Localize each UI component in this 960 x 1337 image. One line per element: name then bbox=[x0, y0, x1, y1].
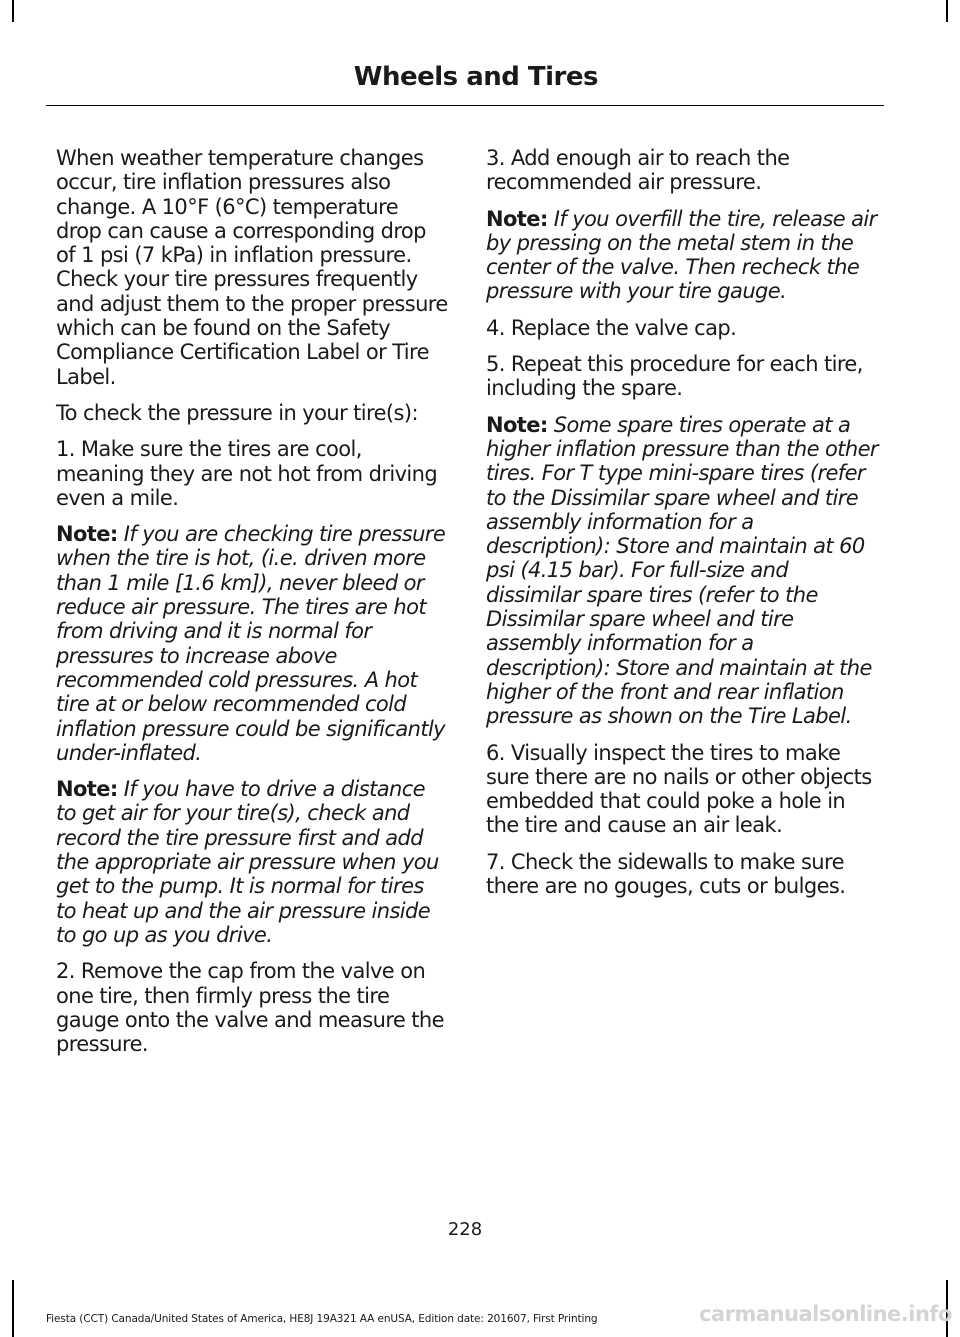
crop-mark bbox=[12, 0, 14, 22]
page-number: 228 bbox=[447, 1219, 483, 1240]
body-paragraph: 7. Check the sidewalls to make sure there are no gouges, cuts or bulges. bbox=[486, 849, 846, 899]
header-divider bbox=[46, 105, 884, 106]
note-text: Some spare tires operate at a higher inflation pressure than the other tires. For T type mini-spare tires (refer to the Dissimilar spare wheel and tire assembly information for a description): Store and maintain at 60 psi (4.15 bar). For full-size and dissimilar spare tires (refer to the Dissimilar spare wheel and tire assembly information for a description): Store and maintain at the higher of the front and rear inflation pressure as shown on the Tire Label. bbox=[486, 412, 878, 729]
crop-mark bbox=[12, 1280, 14, 1337]
note-label: Note: bbox=[486, 412, 548, 437]
right-column bbox=[486, 146, 878, 910]
note-paragraph bbox=[56, 777, 448, 947]
body-paragraph: When weather temperature changes occur, tire inflation pressures also change. A 10°F (6°C) temperature drop can cause a corresponding drop of 1 psi (7 kPa) in inflation pressure. Check your tire pressures frequently and adjust them to the proper pressure which can be found on the Safety Compliance Certification Label or Tire Label. bbox=[56, 146, 448, 389]
note-label: Note: bbox=[486, 206, 548, 231]
body-paragraph: 6. Visually inspect the tires to make sure there are no nails or other objects embedded that could poke a hole in the tire and cause an air leak. bbox=[486, 740, 872, 838]
watermark[interactable]: carmanualsonline.info bbox=[699, 1302, 952, 1326]
body-paragraph: 1. Make sure the tires are cool, meaning they are not hot from driving even a mile. bbox=[56, 437, 438, 510]
note-paragraph bbox=[486, 207, 878, 304]
page-title: Wheels and Tires bbox=[353, 62, 598, 92]
note-text: If you overfill the tire, release air by pressing on the metal stem in the center of the valve. Then recheck the pressure with your tire gauge. bbox=[486, 206, 877, 304]
note-paragraph bbox=[56, 522, 448, 765]
note-label: Note: bbox=[56, 777, 118, 802]
note-label: Note: bbox=[56, 522, 118, 547]
footer-text: Fiesta (CCT) Canada/United States of America, HE8J 19A321 AA enUSA, Edition date: 201607, First Printing bbox=[46, 1313, 598, 1325]
note-text: If you have to drive a distance to get air for your tire(s), check and record the tire pressure first and add the appropriate air pressure when you get to the pump. It is normal for tires to heat up and the air pressure inside to go up as you drive. bbox=[56, 777, 439, 947]
body-paragraph: 4. Replace the valve cap. bbox=[486, 315, 737, 340]
note-paragraph bbox=[486, 413, 878, 729]
body-paragraph: 2. Remove the cap from the valve on one tire, then firmly press the tire gauge onto the valve and measure the pressure. bbox=[56, 959, 444, 1057]
body-paragraph: To check the pressure in your tire(s): bbox=[56, 400, 418, 425]
note-text: If you are checking tire pressure when the tire is hot, (i.e. driven more than 1 mile [1.6 km]), never bleed or reduce air pressure. The tires are hot from driving and it is normal for pressures to increase above recommended cold pressures. A hot tire at or below recommended cold inflation pressure could be significantly under-inflated. bbox=[56, 522, 446, 765]
body-paragraph: 5. Repeat this procedure for each tire, including the spare. bbox=[486, 352, 863, 401]
crop-mark bbox=[946, 0, 948, 22]
left-column bbox=[56, 146, 448, 1068]
body-paragraph: 3. Add enough air to reach the recommended air pressure. bbox=[486, 146, 790, 195]
